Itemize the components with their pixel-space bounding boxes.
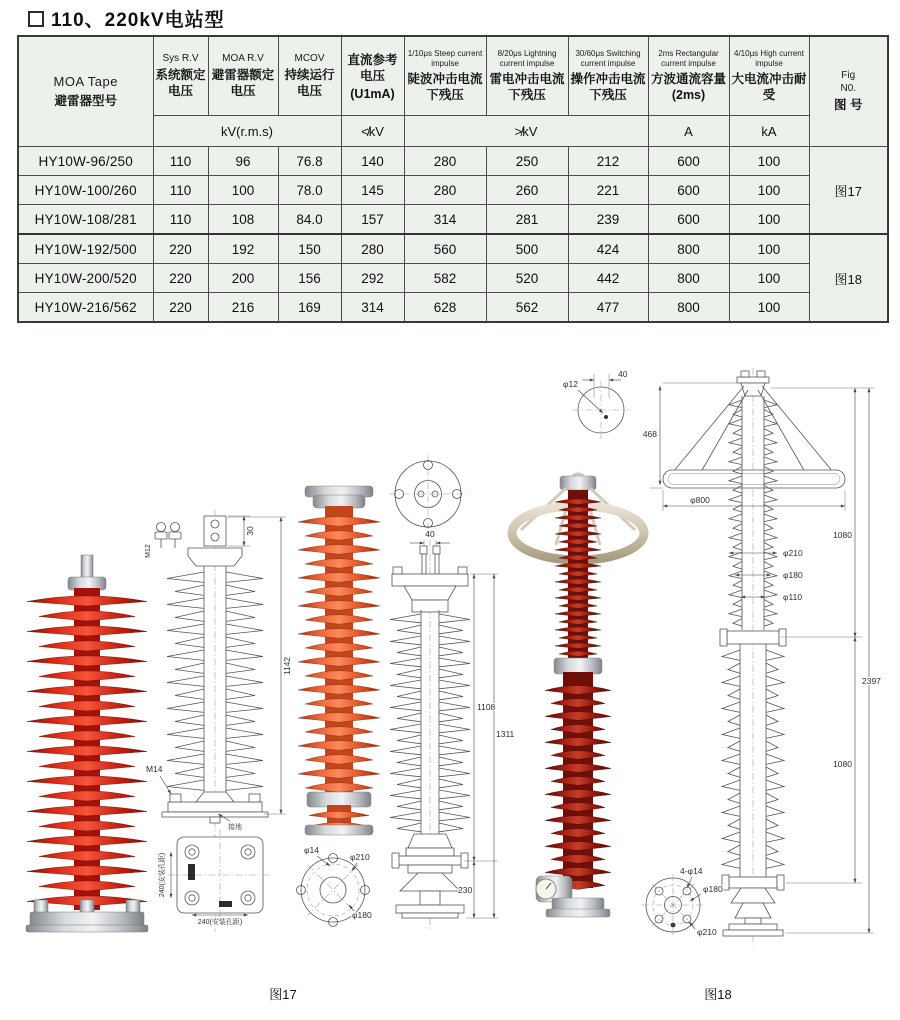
value-cell: 280 (404, 176, 486, 205)
dim-label: 40 (618, 369, 628, 379)
model-cell: HY10W-108/281 (18, 205, 153, 235)
table-row (18, 205, 888, 235)
dim-label: 1142 (282, 656, 292, 676)
dim-label: φ180 (783, 570, 803, 580)
dim-label: φ180 (703, 884, 723, 894)
model-cell: HY10W-192/500 (18, 234, 153, 264)
model-cell: HY10W-96/250 (18, 147, 153, 176)
arrester-photo-110kv-alt (298, 486, 380, 835)
value-cell: 314 (341, 293, 404, 323)
dim-label: φ210 (350, 852, 370, 862)
value-cell: 221 (568, 176, 648, 205)
table-row (18, 176, 888, 205)
value-cell: 100 (729, 176, 809, 205)
table-row (18, 147, 888, 176)
value-cell: 100 (729, 147, 809, 176)
value-cell: 260 (486, 176, 568, 205)
dim-label: 1311 (496, 729, 515, 739)
table-row (18, 293, 888, 323)
value-cell: 520 (486, 264, 568, 293)
dim-label: 4-φ14 (680, 866, 703, 876)
value-cell: 250 (486, 147, 568, 176)
value-cell: 200 (208, 264, 278, 293)
value-cell: 110 (153, 147, 208, 176)
value-cell: 140 (341, 147, 404, 176)
ground-label: 接地 (228, 824, 242, 831)
unit-kv-rms: kV(r.m.s) (153, 116, 341, 147)
unit-residual: ≯kV (404, 116, 648, 147)
value-cell: 424 (568, 234, 648, 264)
value-cell: 96 (208, 147, 278, 176)
value-cell: 100 (729, 205, 809, 235)
spec-table-body (18, 147, 888, 323)
header-switching-impulse: 30/60μs Switching current impulse 操作冲击电流下残压 (568, 36, 648, 116)
dim-label: φ210 (783, 548, 803, 558)
value-cell: 220 (153, 264, 208, 293)
figures-artwork (0, 360, 900, 1020)
value-cell: 100 (729, 293, 809, 323)
model-cell: HY10W-200/520 (18, 264, 153, 293)
dim-label: 1080 (833, 759, 852, 769)
dim-label: M14 (146, 764, 163, 774)
value-cell: 108 (208, 205, 278, 235)
value-cell: 800 (648, 234, 729, 264)
dim-label: 2397 (862, 676, 881, 686)
model-cell: HY10W-216/562 (18, 293, 153, 323)
value-cell: 442 (568, 264, 648, 293)
value-cell: 800 (648, 293, 729, 323)
header-rect-impulse: 2ms Rectangular current impulse 方波通流容量(2ms) (648, 36, 729, 116)
page-title-row (28, 5, 225, 32)
unit-dc-ref: ≮kV (341, 116, 404, 147)
dim-label: 240(安装孔距) (197, 919, 243, 926)
value-cell: 560 (404, 234, 486, 264)
table-row (18, 234, 888, 264)
value-cell: 110 (153, 205, 208, 235)
figure17-outline-baseplate (157, 829, 272, 926)
figure-17-caption: 图17 (269, 987, 297, 1002)
dim-label: M12 (145, 544, 152, 558)
value-cell: 477 (568, 293, 648, 323)
value-cell: 239 (568, 205, 648, 235)
dim-label: φ180 (352, 910, 372, 920)
red-sheds (27, 596, 147, 906)
figure-18-caption: 图18 (704, 987, 732, 1002)
value-cell: 110 (153, 176, 208, 205)
value-cell: 212 (568, 147, 648, 176)
table-row (18, 264, 888, 293)
value-cell: 156 (278, 264, 341, 293)
arrester-photo-110kv (26, 555, 148, 932)
unit-a: A (648, 116, 729, 147)
value-cell: 216 (208, 293, 278, 323)
dim-label: φ14 (304, 845, 319, 855)
value-cell: 100 (729, 234, 809, 264)
value-cell: 192 (208, 234, 278, 264)
header-fig-col: Fig N0. 图 号 (809, 36, 888, 147)
value-cell: 169 (278, 293, 341, 323)
spec-table (17, 35, 889, 323)
dim-label: 468 (642, 429, 657, 439)
arrester-photo-220kv (512, 474, 644, 917)
value-cell: 150 (278, 234, 341, 264)
header-high-impulse: 4/10μs High current impulse 大电流冲击耐受 (729, 36, 809, 116)
square-bullet-icon (28, 11, 44, 27)
header-row-1 (18, 36, 888, 116)
value-cell: 157 (341, 205, 404, 235)
value-cell: 280 (404, 147, 486, 176)
value-cell: 100 (729, 264, 809, 293)
dim-label: 1080 (833, 530, 852, 540)
unit-ka: kA (729, 116, 809, 147)
value-cell: 78.0 (278, 176, 341, 205)
header-dc-ref: 直流参考电压 (U1mA) (341, 36, 404, 116)
value-cell: 281 (486, 205, 568, 235)
dim-label: 230 (458, 885, 473, 895)
figure18-outline (563, 368, 881, 945)
value-cell: 292 (341, 264, 404, 293)
header-mcov: MCOV 持续运行电压 (278, 36, 341, 116)
header-steep-impulse: 1/10μs Steep current impulse 陡波冲击电流下残压 (404, 36, 486, 116)
header-model-col (18, 36, 153, 147)
value-cell: 562 (486, 293, 568, 323)
dim-label: 1108 (477, 702, 496, 712)
value-cell: 84.0 (278, 205, 341, 235)
value-cell: 628 (404, 293, 486, 323)
value-cell: 280 (341, 234, 404, 264)
value-cell: 600 (648, 176, 729, 205)
value-cell: 600 (648, 205, 729, 235)
header-cn: 避雷器型号 (54, 93, 117, 108)
value-cell: 582 (404, 264, 486, 293)
dim-label: 240(安装孔距) (159, 852, 166, 898)
value-cell: 220 (153, 293, 208, 323)
header-en: MOA Tape (53, 74, 118, 90)
dim-label: 40 (425, 529, 435, 539)
header-sys-rv: Sys R.V 系统额定电压 (153, 36, 208, 116)
value-cell: 100 (208, 176, 278, 205)
fig-ref-cell: 图17 (809, 147, 888, 235)
dim-label: φ12 (563, 379, 578, 389)
value-cell: 220 (153, 234, 208, 264)
value-cell: 314 (404, 205, 486, 235)
page-title: 110、220kV电站型 (51, 10, 225, 31)
header-moa-rv: MOA R.V 避雷器额定电压 (208, 36, 278, 116)
header-lightning-impulse: 8/20μs Lightning current impulse 雷电冲击电流下残压 (486, 36, 568, 116)
fig-ref-cell: 图18 (809, 234, 888, 322)
value-cell: 500 (486, 234, 568, 264)
value-cell: 76.8 (278, 147, 341, 176)
dim-label: φ110 (783, 592, 803, 602)
dim-label: φ210 (697, 927, 717, 937)
value-cell: 145 (341, 176, 404, 205)
model-cell: HY10W-100/260 (18, 176, 153, 205)
value-cell: 600 (648, 147, 729, 176)
value-cell: 800 (648, 264, 729, 293)
dim-label: φ800 (690, 495, 710, 505)
dim-label: 30 (245, 526, 255, 536)
